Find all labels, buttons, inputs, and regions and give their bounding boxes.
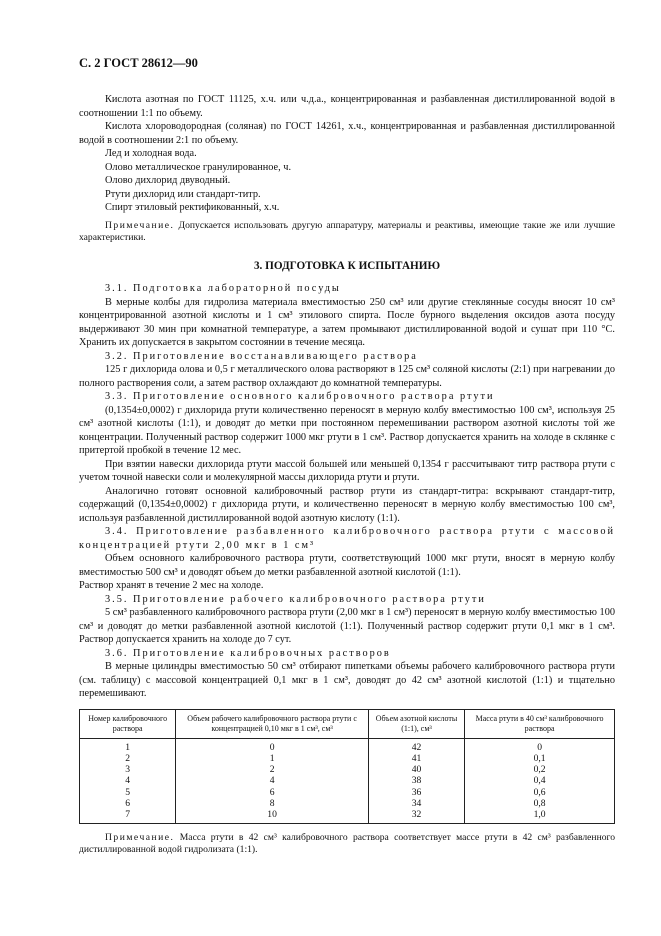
s35-text: 5 см³ разбавленного калибровочного раствора ртути (2,00 мкг в 1 см³) переносят в мерную колбу вместимостью 100 см³ и доводят до метки разбавленной азотной кислотой (1:1). Полученный раствор содержит ртути 0,1 мкг в 1 см³. Раствор допускается хранить на холоде до 7 сут. [79,607,615,645]
note-2-label: Примечание. [105,831,175,843]
table-row: 1 0 42 0 [80,738,615,753]
reagent-tin-dichloride: Олово дихлорид двуводный. [105,175,231,186]
s36-title: 3.6. Приготовление калибровочных растворов [105,647,391,659]
s33-p3: Аналогично готовят основной калибровочный раствор ртути из стандарт-титра: вскрывают стандарт-титр, содержащий (0,1354±0,0002) г дихлорида ртути, и количественно переносят в мерную колбу вместимостью 100 см³, используя разбавленной дистиллированной водой азотную кислоту (1:1). [79,485,615,524]
page-header: С. 2 ГОСТ 28612—90 [79,56,198,70]
table-row: 3 2 40 0,2 [80,764,615,775]
s36-text: В мерные цилиндры вместимостью 50 см³ отбирают пипетками объемы рабочего калибровочного раствора ртути (см. таблицу) с массовой концентрацией 0,1 мкг в 1 см³, доводят до 42 см³ азотной кислотой (1:1) и тщательно перемешивают. [79,661,615,699]
document-body [79,93,615,857]
table-row: 4 4 38 0,4 [80,775,615,786]
section-title: 3. ПОДГОТОВКА К ИСПЫТАНИЮ [253,259,441,272]
table-row: 5 6 36 0,6 [80,787,615,798]
col-header-mercury-mass: Масса ртути в 40 см³ калибровочного раствора [465,709,615,738]
note-2-text: Масса ртути в 42 см³ калибровочного раствора соответствует массе ртути в 42 см³ разбавленного дистиллированной водой гидролизата (1:1). [79,831,615,856]
note-1-label: Примечание. [105,219,175,231]
note-2 [79,832,615,857]
s33-p1: (0,1354±0,0002) г дихлорида ртути количественно переносят в мерную колбу вместимостью 100 см³, используя 25 см³ азотной кислоты (1:1), и доводят до метки при постоянном перемешивании раствором азотной кислоты той же концентрации. Полученный раствор содержит 1000 мкг ртути в 1 см³. Раствор допускается хранить на холоде в склянке с притертой пробкой в течение 12 мес. [79,404,615,456]
table-row: 2 1 41 0,1 [80,753,615,764]
s32-title: 3.2. Приготовление восстанавливающего раствора [105,350,418,362]
s32-text: 125 г дихлорида олова и 0,5 г металлического олова растворяют в 125 см³ соляной кислоты (2:1) при нагревании до полного растворения соли, а затем раствор охлаждают до комнатной температуры. [79,364,615,389]
s35-title: 3.5. Приготовление рабочего калибровочного раствора ртути [105,593,486,605]
col-header-volume-acid: Объем азотной кислоты (1:1), см³ [368,709,464,738]
calibration-table [79,709,615,824]
col-header-number: Номер калибровочного раствора [80,709,176,738]
s34-p2: Раствор хранят в течение 2 мес на холоде. [79,580,264,591]
reagent-hydrochloric-acid: Кислота хлороводородная (соляная) по ГОСТ 14261, х.ч., концентрированная и разбавленная дистиллированной водой в соотношении 2:1 по объему. [79,121,615,146]
reagent-ethanol: Спирт этиловый ректификованный, х.ч. [105,202,280,213]
reagent-mercury-dichloride: Ртути дихлорид или стандарт-титр. [105,188,261,200]
reagent-tin-metal: Олово металлическое гранулированное, ч. [105,161,292,173]
reagent-ice: Лед и холодная вода. [105,148,197,159]
s34-title: 3.4. Приготовление разбавленного калибровочного раствора ртути с массовой концентрацией ртути 2,00 мкг в 1 см³ [79,526,615,551]
s31-title: 3.1. Подготовка лабораторной посуды [105,283,341,294]
s31-text: В мерные колбы для гидролиза материала вместимостью 250 см³ или другие стеклянные сосуды вносят 10 см³ концентрированной азотной кислоты и 1 см³ этилового спирта. После бурного выделения оксидов азота посуду выдерживают 30 мин при комнатной температуре, а затем промывают дистиллированной водой и сушат при 110 °С. Хранить их допускается в закрытом состоянии в течение месяца. [79,296,615,348]
col-header-volume-working: Объем рабочего калибровочного раствора ртути с концентрацией 0,10 мкг в 1 см³, см³ [176,709,369,738]
note-1-text: Допускается использовать другую аппаратуру, материалы и реактивы, имеющие такие же или лучшие характеристики. [79,219,615,243]
s33-p2: При взятии навески дихлорида ртути массой большей или меньшей 0,1354 г рассчитывают титр раствора ртути с учетом точной навески соли и молекулярной массы дихлорида ртути и ртути. [79,458,615,483]
s34-p1: Объем основного калибровочного раствора ртути, соответствующий 1000 мкг ртути, вносят в мерную колбу вместимостью 500 см³ и доводят объем до метки разбавленной азотной кислотой (1:1). [79,553,615,578]
table-row: 6 8 34 0,8 [80,798,615,809]
note-1 [79,220,615,245]
reagent-nitric-acid: Кислота азотная по ГОСТ 11125, х.ч. или ч.д.а., концентрированная и разбавленная дистиллированной водой в соотношении 1:1 по объему. [79,94,615,119]
table-row: 7 10 32 1,0 [80,809,615,823]
s33-title: 3.3. Приготовление основного калибровочного раствора ртути [105,391,495,402]
